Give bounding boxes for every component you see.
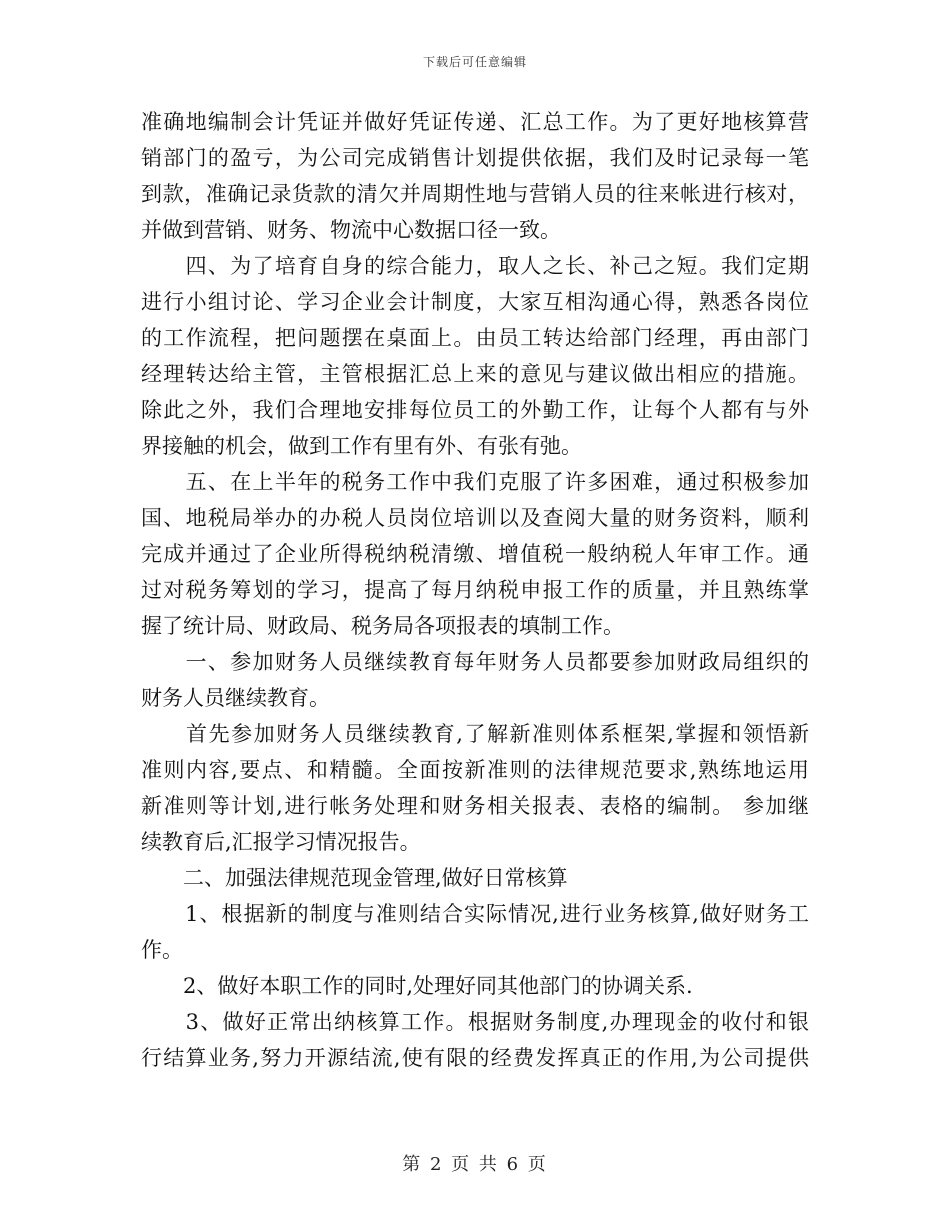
paragraph bbox=[141, 104, 809, 248]
text-line: 二、加强法律规范现金管理,做好日常核算 bbox=[141, 866, 568, 890]
paragraph bbox=[141, 464, 809, 644]
text-line: 界接触的机会，做到工作有里有外、有张有弛。 bbox=[141, 434, 582, 458]
text-line: 并做到营销、财务、物流中心数据口径一致。 bbox=[141, 218, 561, 242]
text-line: 的工作流程，把问题摆在桌面上。由员工转达给部门经理，再由部门 bbox=[141, 326, 809, 350]
paragraph bbox=[141, 644, 809, 716]
text-line: 过对税务筹划的学习，提高了每月纳税申报工作的质量，并且熟练掌 bbox=[141, 578, 809, 602]
page-header-note: 下载后可任意编辑 bbox=[422, 55, 527, 69]
paragraph bbox=[141, 1004, 809, 1076]
text-line: 准确地编制会计凭证并做好凭证传递、汇总工作。为了更好地核算营 bbox=[141, 110, 809, 134]
text-line: 销部门的盈亏，为公司完成销售计划提供依据，我们及时记录每一笔 bbox=[141, 146, 809, 170]
paragraph bbox=[141, 896, 809, 968]
text-line: 五、在上半年的税务工作中我们克服了许多困难，通过积极参加 bbox=[141, 470, 809, 494]
text-line: 国、地税局举办的办税人员岗位培训以及查阅大量的财务资料，顺利 bbox=[141, 506, 809, 530]
text-line: 准则内容,要点、和精髓。全面按新准则的法律规范要求,熟练地运用 bbox=[141, 758, 809, 782]
text-line: 财务人员继续教育。 bbox=[141, 686, 330, 710]
paragraph bbox=[141, 968, 809, 1004]
text-line: 续教育后,汇报学习情况报告。 bbox=[141, 830, 421, 854]
paragraph bbox=[141, 716, 809, 860]
text-line: 一、参加财务人员继续教育每年财务人员都要参加财政局组织的 bbox=[141, 650, 809, 674]
text-line: 四、为了培育自身的综合能力，取人之长、补己之短。我们定期 bbox=[141, 254, 809, 278]
text-line: 经理转达给主管，主管根据汇总上来的意见与建议做出相应的措施。 bbox=[141, 362, 809, 386]
text-line: 3、做好正常出纳核算工作。根据财务制度,办理现金的收付和银 bbox=[141, 1010, 809, 1034]
text-line: 到款，准确记录货款的清欠并周期性地与营销人员的往来帐进行核对， bbox=[141, 182, 809, 206]
page-number: 第 2 页 共 6 页 bbox=[402, 1154, 548, 1175]
text-line: 首先参加财务人员继续教育,了解新准则体系框架,掌握和领悟新 bbox=[141, 722, 809, 746]
paragraph bbox=[141, 248, 809, 464]
text-line: 作。 bbox=[141, 938, 183, 962]
text-line: 2、做好本职工作的同时,处理好同其他部门的协调关系. bbox=[141, 974, 693, 998]
text-line: 进行小组讨论、学习企业会计制度，大家互相沟通心得，熟悉各岗位 bbox=[141, 290, 809, 314]
text-line: 除此之外，我们合理地安排每位员工的外勤工作，让每个人都有与外 bbox=[141, 398, 809, 422]
paragraph bbox=[141, 860, 809, 896]
text-line: 1、根据新的制度与准则结合实际情况,进行业务核算,做好财务工 bbox=[141, 902, 809, 926]
document-body bbox=[141, 104, 809, 1076]
text-line: 完成并通过了企业所得税纳税清缴、增值税一般纳税人年审工作。通 bbox=[141, 542, 809, 566]
text-line: 握了统计局、财政局、税务局各项报表的填制工作。 bbox=[141, 614, 624, 638]
text-line: 行结算业务,努力开源结流,使有限的经费发挥真正的作用,为公司提供 bbox=[141, 1046, 809, 1070]
text-line: 新准则等计划,进行帐务处理和财务相关报表、表格的编制。 参加继 bbox=[141, 794, 809, 818]
